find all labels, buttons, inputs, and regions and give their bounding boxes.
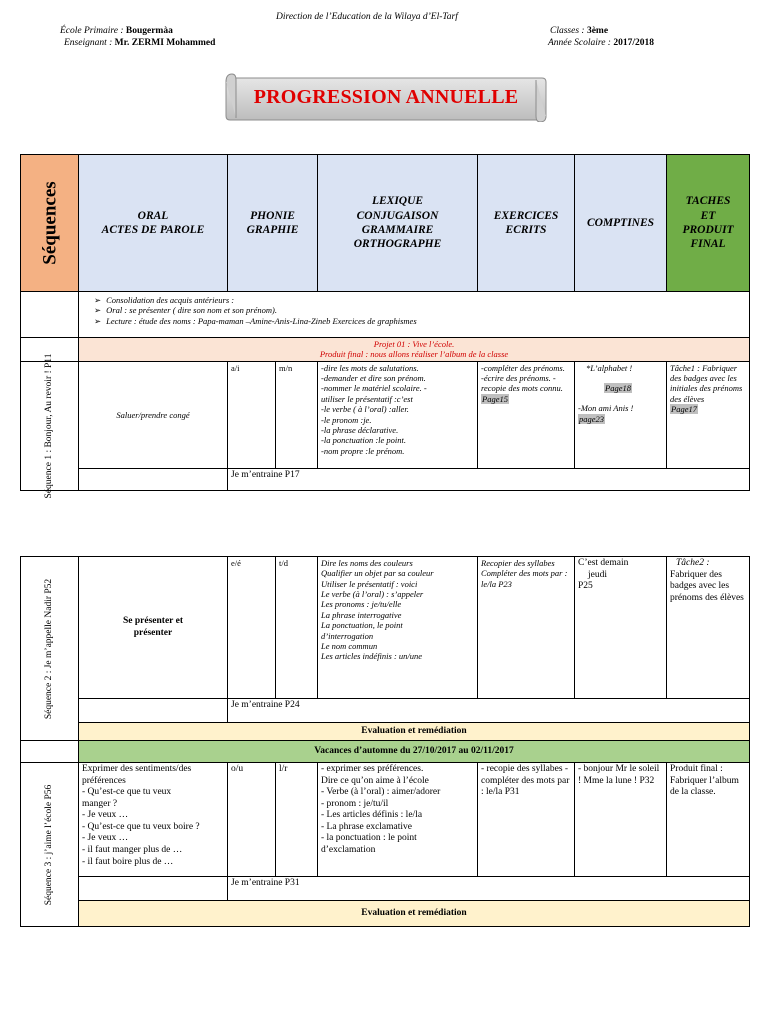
seq1-row <box>21 361 750 468</box>
seq3-phonie-b: l/r <box>276 763 318 877</box>
phonie-header: PHONIE GRAPHIE <box>228 155 318 292</box>
seq3-row <box>21 763 750 877</box>
header-row <box>21 155 750 292</box>
seq3-tache: Produit final : Fabriquer l’album de la classe. <box>667 763 750 877</box>
seq1-entraine-row <box>21 468 750 490</box>
seq2-oral: Se présenter et présenter <box>79 557 228 699</box>
seq1-phonie-b: m/n <box>276 361 318 468</box>
intro-empty-cell <box>21 292 79 338</box>
projet-row <box>21 338 750 362</box>
oral-header: ORAL ACTES DE PAROLE <box>79 155 228 292</box>
seq3-oral: Exprimer des sentiments/des préférences - Qu’est-ce que tu veux manger ? - Je veux … - Qu’est-ce que tu veux boire ? - Je veux … - il faut manger plus de … - il faut boire plus de … <box>79 763 228 877</box>
seq1-oral: Saluer/prendre congé <box>79 361 228 468</box>
taches-header: TACHES ET PRODUIT FINAL <box>667 155 750 292</box>
seq2-entraine: Je m’entraine P24 <box>228 699 750 723</box>
seq3-entraine: Je m’entraine P31 <box>228 877 750 901</box>
projet-cell <box>79 338 750 362</box>
seq1-exercices: -compléter des prénoms. -écrire des prénoms. -recopie des mots connu. Page15 <box>478 361 575 468</box>
seq3-evaluation: Evaluation et remédiation <box>79 901 750 927</box>
seq2-entraine-row <box>21 699 750 723</box>
year-line <box>548 38 654 48</box>
comptines-header: COMPTINES <box>575 155 667 292</box>
teacher-label: Enseignant : <box>64 38 115 48</box>
seq1-lexique: -dire les mots de salutations. -demander et dire son prénom. -nommer le matériel scolaire. - utiliser le présentatif :c’est -le verbe ( à l’oral) :aller. -le pronom :je. -la phrase déclarative. -la ponctuation :le point. -nom propre :le prénom. <box>318 361 478 468</box>
class-line <box>550 26 608 36</box>
seq3-entraine-empty <box>79 877 228 901</box>
seq2-comptines: C’est demain jeudi P25 <box>575 557 667 699</box>
seq2-entraine-empty <box>79 699 228 723</box>
intro-row <box>21 292 750 338</box>
seq3-evaluation-row <box>21 901 750 927</box>
class-value: 3ème <box>586 26 609 36</box>
intro-item: ➢ Consolidation des acquis antérieurs : <box>94 295 746 305</box>
progression-table-1 <box>20 154 750 499</box>
seq2-evaluation: Evaluation et remédiation <box>79 723 750 741</box>
seq3-label-cell: Séquence 3 : j’aime l’école P56 <box>21 763 79 927</box>
vacances-row <box>21 741 750 763</box>
teacher-line <box>64 38 215 48</box>
title-banner <box>222 72 550 122</box>
seq2-row <box>21 557 750 699</box>
seq2-phonie-a: e/é <box>228 557 276 699</box>
vacances-banner: Vacances d’automne du 27/10/2017 au 02/11/2017 <box>79 741 750 763</box>
seq1-phonie-a: a/i <box>228 361 276 468</box>
seq3-lexique: - exprimer ses préférences. Dire ce qu’on aime à l’école - Verbe (à l’oral) : aimer/adorer - pronom : je/tu/il - Les articles définis : le/la - La phrase exclamative - la ponctuation : le point d’exclamation <box>318 763 478 877</box>
seq3-exercices: - recopie des syllabes - compléter des mots par : le/la P31 <box>478 763 575 877</box>
seq2-tache: Tâche2 : Fabriquer des badges avec les prénoms des élèves <box>667 557 750 699</box>
seq1-comptines: *L’alphabet ! Page18 -Mon ami Anis ! page23 <box>575 361 667 468</box>
seq2-lexique: Dire les noms des couleurs Qualifier un objet par sa couleur Utiliser le présentatif : voici Le verbe (à l’oral) : s’appeler Les pronoms : je/tu/elle La phrase interrogative La ponctuation, le point d’interrogation Le nom commun Les articles indéfinis : un/une <box>318 557 478 699</box>
exercices-header: EXERCICES ECRITS <box>478 155 575 292</box>
school-label: École Primaire : <box>60 26 126 36</box>
seq1-entraine: Je m’entraine P17 <box>228 468 750 490</box>
intro-cell <box>79 292 750 338</box>
seq3-comptines: - bonjour Mr le soleil ! Mme la lune ! P32 <box>575 763 667 877</box>
seq2-evaluation-row <box>21 723 750 741</box>
seq3-phonie-a: o/u <box>228 763 276 877</box>
progression-table-2 <box>20 556 750 927</box>
vacances-empty <box>21 741 79 763</box>
intro-item: ➢ Lecture : étude des noms : Papa-maman –Amine-Anis-Lina-Zineb Exercices de graphismes <box>94 316 746 326</box>
projet-product: Produit final : nous allons réaliser l’album de la classe <box>319 349 509 360</box>
seq1-entraine-empty <box>79 468 228 490</box>
seq3-entraine-row <box>21 877 750 901</box>
school-value: Bougermàa <box>125 26 173 36</box>
projet-title: Projet 01 : Vive l’école. <box>373 339 455 349</box>
year-label: Année Scolaire : <box>548 38 614 48</box>
seq1-label-cell: Séquence 1 : Bonjour, Au revoir ! P11 <box>21 361 79 490</box>
teacher-value: Mr. ZERMI Mohammed <box>114 38 216 48</box>
seq2-label-cell: Séquence 2 : Je m’appelle Nadir P52 <box>21 557 79 741</box>
class-label: Classes : <box>550 26 587 36</box>
intro-item: ➢ Oral : se présenter ( dire son nom et son prénom). <box>94 305 746 315</box>
page-title: PROGRESSION ANNUELLE <box>253 86 519 108</box>
year-value: 2017/2018 <box>613 38 654 48</box>
school-line <box>60 26 173 36</box>
seq2-phonie-b: t/d <box>276 557 318 699</box>
seq2-exercices: Recopier des syllabes Compléter des mots par : le/la P23 <box>478 557 575 699</box>
direction-title: Direction de l’Education de la Wilaya d’El-Tarf <box>276 12 458 22</box>
seq1-tache: Tâche1 : Fabriquer des badges avec les initiales des prénoms des élèves Page17 <box>667 361 750 468</box>
lexique-header: LEXIQUE CONJUGAISON GRAMMAIRE ORTHOGRAPHE <box>318 155 478 292</box>
sequences-header: Séquences <box>21 155 79 292</box>
